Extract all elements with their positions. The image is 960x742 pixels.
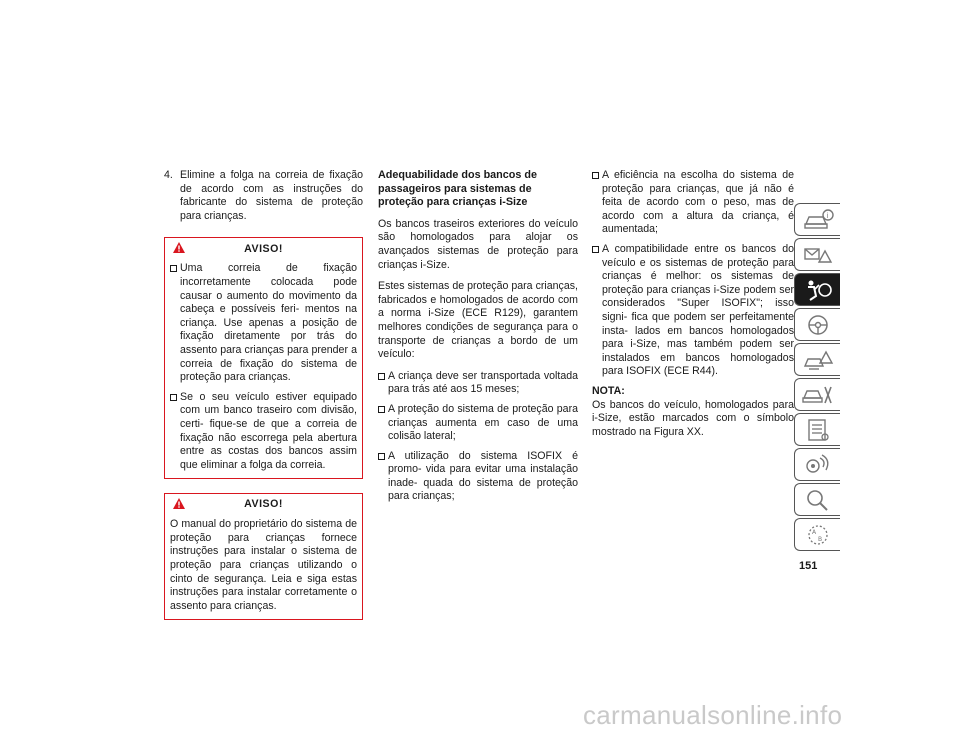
warning-bullet <box>170 391 357 473</box>
tab-dashboard[interactable] <box>794 238 840 271</box>
airbag-safety-icon <box>801 276 835 304</box>
checkbox-bullet-icon <box>170 265 177 272</box>
bullet-text: A eficiência na escolha do sistema de proteção para crianças, que já não é feita de acordo com o peso, mas de acordo com a altura da criança, é aumentada; <box>602 169 794 236</box>
bullet-text: Se o seu veículo estiver equipado com um banco traseiro com divisão, certi- fique-se de que a correia de fixação não escorrega pela abertura entre as costas dos bancos assim que eliminar a folga da correia. <box>180 390 357 471</box>
svg-text:A: A <box>811 528 816 536</box>
warning-bullet <box>170 262 357 384</box>
warning-title: AVISO! <box>244 242 283 255</box>
warning-header <box>165 238 362 260</box>
tab-languages[interactable] <box>794 518 840 551</box>
roadside-emergency-icon <box>801 346 835 374</box>
bullet-text: A proteção do sistema de proteção para crianças aumenta em caso de uma colisão lateral; <box>388 402 578 443</box>
list-item <box>592 243 794 379</box>
middle-column <box>378 169 578 510</box>
bullet-text: A compatibilidade entre os bancos do veículo e os sistemas de proteção para crianças é melhor: os sistemas de proteção para crianças i-Size podem ser considerados "Super ISOFIX"; isso signi- fica que podem ser perfeitamente insta- lados em bancos homologados para i-Size, mas também podem ser instalados em bancos homologados para ISOFIX (ECE R44). <box>602 242 794 378</box>
warning-box-2 <box>164 493 363 620</box>
bullet-text: A criança deve ser transportada voltada para trás até aos 15 meses; <box>388 369 578 396</box>
index-search-icon <box>801 486 835 514</box>
tab-specifications[interactable] <box>794 413 840 446</box>
paragraph: Estes sistemas de proteção para crianças, fabricados e homologados de acordo com a norma i-Size (ECE R129), garantem melhores condições de segurança para o transporte de crianças a bordo de um veículo: <box>378 280 578 361</box>
tab-index[interactable] <box>794 483 840 516</box>
list-item <box>592 169 794 237</box>
dashboard-warning-icon <box>801 241 835 269</box>
step-number: 4. <box>164 169 173 181</box>
warning-text: O manual do proprietário do sistema de proteção para crianças fornece instruções para instalar o sistema de proteção para crianças utilizando o cinto de segurança. Leia e siga estas instruções para instalar corretamente o assento para crianças. <box>170 518 357 612</box>
section-heading: Adequabilidade dos bancos de passageiros para sistemas de proteção para crianças i-Size <box>378 169 537 209</box>
car-service-tools-icon <box>801 381 835 409</box>
tab-servicing[interactable] <box>794 378 840 411</box>
specifications-list-icon <box>801 416 835 444</box>
tab-driving[interactable] <box>794 308 840 341</box>
chapter-tabs <box>794 203 840 553</box>
step-text: Elimine a folga na correia de fixação de acordo com as instruções do fabricante do sistema de proteção para crianças. <box>180 169 363 222</box>
steering-wheel-icon <box>801 311 835 339</box>
checkbox-bullet-icon <box>592 172 599 179</box>
car-info-icon <box>801 206 835 234</box>
warning-triangle-icon <box>173 498 185 509</box>
bullet-text: Uma correia de fixação incorretamente colocada pode causar o aumento do movimento da cabeça e possíveis feri- mentos na criança. Use apenas a posição de fixação diretamente por trás do assento para crianças para prender a correia de fixação do sistema de proteção para crianças. <box>180 262 357 384</box>
watermark-text: carmanualsonline.info <box>583 700 843 730</box>
note-label: NOTA: <box>592 384 625 397</box>
svg-text:i: i <box>826 211 828 220</box>
page-number: 151 <box>799 560 818 572</box>
right-column <box>592 169 794 439</box>
checkbox-bullet-icon <box>378 453 385 460</box>
language-index-icon <box>801 521 835 549</box>
checkbox-bullet-icon <box>378 373 385 380</box>
warning-header <box>165 494 362 516</box>
list-item <box>378 370 578 397</box>
bullet-text: A utilização do sistema ISOFIX é promo- vida para evitar uma instalação inade- quada do sistema de proteção para crianças; <box>388 449 578 503</box>
svg-text:B: B <box>817 535 822 543</box>
checkbox-bullet-icon <box>170 394 177 401</box>
checkbox-bullet-icon <box>378 406 385 413</box>
list-item <box>378 450 578 504</box>
paragraph: Os bancos traseiros exteriores do veículo são homologados para alojar os avançados sistemas de proteção para crianças i-Size. <box>378 217 578 271</box>
multimedia-icon <box>801 451 835 479</box>
instruction-step <box>164 169 363 223</box>
left-column <box>164 169 363 620</box>
tab-multimedia[interactable] <box>794 448 840 481</box>
note-text: Os bancos do veículo, homologados para i-Size, estão marcados com o símbolo mostrado na Figura XX. <box>592 398 794 438</box>
list-item <box>378 403 578 444</box>
warning-triangle-icon <box>173 242 185 253</box>
warning-box-1 <box>164 237 363 479</box>
tab-emergency[interactable] <box>794 343 840 376</box>
warning-title: AVISO! <box>244 498 283 511</box>
checkbox-bullet-icon <box>592 246 599 253</box>
tab-safety[interactable] <box>794 273 840 306</box>
tab-getting-to-know[interactable] <box>794 203 840 236</box>
